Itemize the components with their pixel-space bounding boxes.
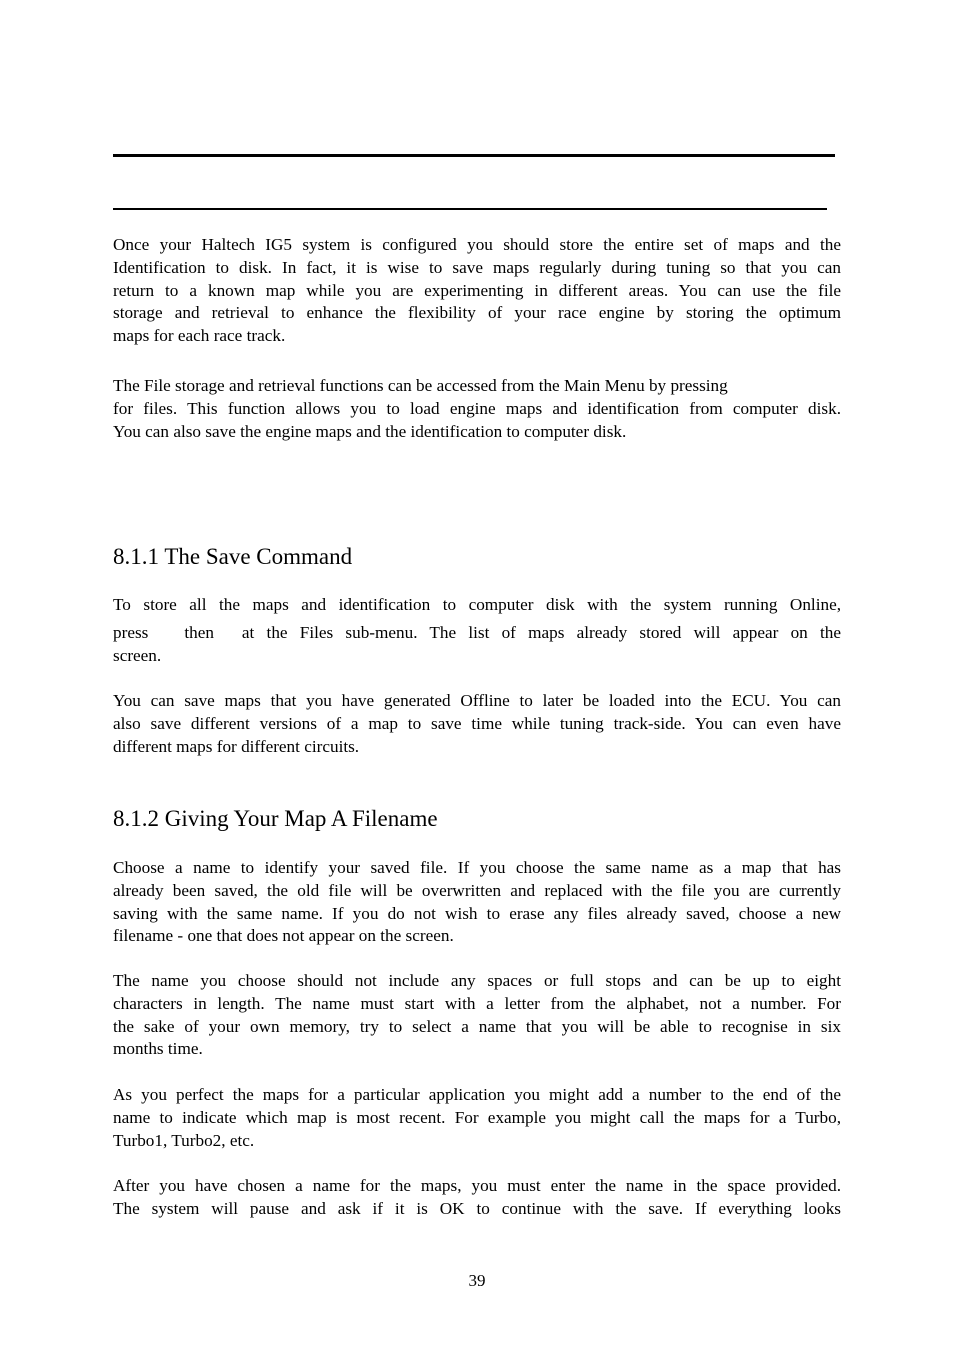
then-word: then	[184, 622, 214, 642]
text-line: After you have chosen a name for the maps, you must enter the name in the space provided.	[113, 1176, 841, 1195]
page-number: 39	[468, 1271, 486, 1290]
filename-paragraph-1	[113, 857, 841, 948]
top-rule	[113, 154, 835, 157]
filename-paragraph-2	[113, 970, 841, 1061]
text-line: You can save maps that you have generated Offline to later be loaded into the ECU. You can	[113, 691, 841, 710]
filename-paragraph-3	[113, 1084, 841, 1152]
text-line: The system will pause and ask if it is OK to continue with the save. If everything looks	[113, 1198, 841, 1218]
second-rule	[113, 208, 827, 210]
save-command-paragraph-1	[113, 594, 841, 667]
text-line: Turbo1, Turbo2, etc.	[113, 1130, 255, 1150]
text-line: saving with the same name. If you do not wish to erase any files already saved, choose a new	[113, 903, 841, 923]
text-line: return to a known map while you are experimenting in different areas. You can use the file	[113, 280, 841, 300]
text-line: also save different versions of a map to save time while tuning track-side. You can even have	[113, 713, 841, 733]
text-line: Choose a name to identify your saved file. If you choose the same name as a map that has	[113, 858, 841, 877]
text-line: Identification to disk. In fact, it is wise to save maps regularly during tuning so that you can	[113, 257, 841, 277]
text-line: To store all the maps and identification to computer disk with the system running Online,	[113, 595, 841, 614]
text-line: months time.	[113, 1039, 203, 1059]
intro-paragraph-2	[113, 375, 841, 443]
press-word: press	[113, 622, 149, 642]
text-line: screen.	[113, 645, 162, 665]
filename-paragraph-4	[113, 1175, 841, 1221]
text-line: the sake of your own memory, try to select a name that you will be able to recognise in six	[113, 1016, 841, 1036]
text-line: Once your Haltech IG5 system is configured you should store the entire set of maps and the	[113, 235, 841, 254]
text-line: maps for each race track.	[113, 326, 286, 346]
section-heading-filename: 8.1.2 Giving Your Map A Filename	[113, 806, 438, 831]
text-line: The File storage and retrieval functions can be accessed from the Main Menu by pressing	[113, 376, 728, 395]
text-line: As you perfect the maps for a particular application you might add a number to the end of the	[113, 1085, 841, 1104]
text-line: You can also save the engine maps and the identification to computer disk.	[113, 421, 627, 441]
intro-paragraph-1	[113, 234, 841, 348]
text-line: The name you choose should not include any spaces or full stops and can be up to eight	[113, 971, 841, 990]
files-submenu-text: at the Files sub-menu. The list of maps already stored will appear on the	[241, 622, 841, 642]
text-line	[113, 622, 841, 645]
section-heading-save-command: 8.1.1 The Save Command	[113, 544, 353, 569]
text-line: different maps for different circuits.	[113, 736, 360, 756]
text-line: characters in length. The name must start with a letter from the alphabet, not a number. For	[113, 993, 841, 1013]
save-command-paragraph-2	[113, 690, 841, 758]
text-line: filename - one that does not appear on the screen.	[113, 926, 454, 946]
text-line: for files. This function allows you to load engine maps and identification from computer disk.	[113, 398, 841, 418]
text-line: already been saved, the old file will be overwritten and replaced with the file you are currently	[113, 880, 841, 900]
text-line: storage and retrieval to enhance the flexibility of your race engine by storing the optimum	[113, 303, 841, 323]
text-line: name to indicate which map is most recent. For example you might call the maps for a Turbo,	[113, 1107, 841, 1127]
